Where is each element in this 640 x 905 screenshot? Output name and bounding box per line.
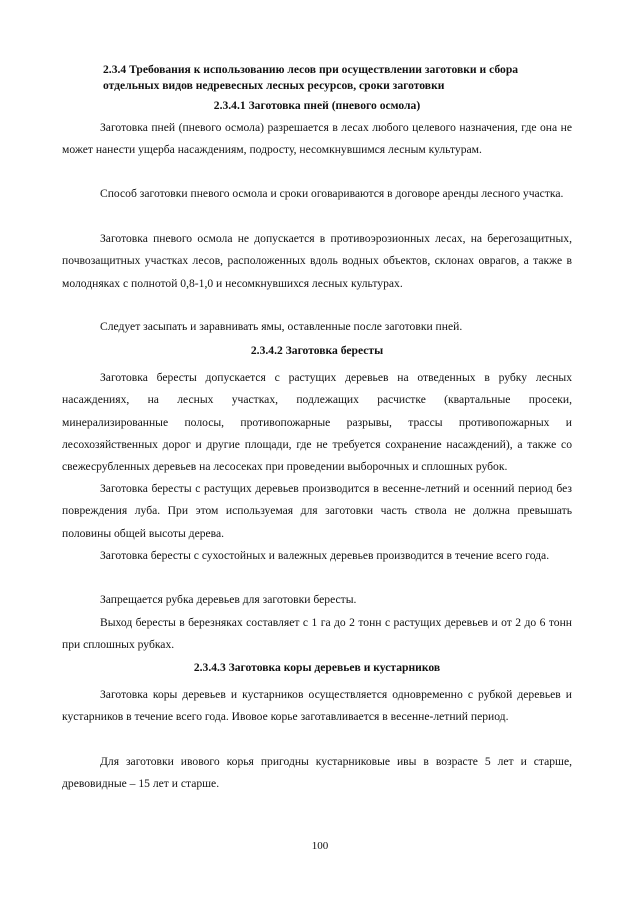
- paragraph: Заготовка коры деревьев и кустарников осуществляется одновременно с рубкой деревьев и кустарников в течение всего года. Ивовое корье заготавливается в весенне-летний период.: [62, 688, 572, 724]
- paragraph: Заготовка пней (пневого осмола) разрешается в лесах любого целевого назначения, где она не может нанести ущерба насаждениям, подросту, несомкнувшимся лесным культурам.: [62, 121, 572, 157]
- subsection-heading-2: 2.3.4.2 Заготовка бересты: [250, 344, 384, 357]
- paragraph: Заготовка бересты с растущих деревьев производится в весенне-летний и осенний период без повреждения луба. При этом используемая для заготовки часть ствола не должна превышать половины общей высоты дерева.: [62, 482, 572, 540]
- paragraph: Способ заготовки пневого осмола и сроки оговариваются в договоре аренды лесного участка.: [100, 187, 564, 200]
- paragraph: Заготовка бересты допускается с растущих деревьев на отведенных в рубку лесных насаждениях, на лесных участках, подлежащих расчистке (квартальные просеки, минерализированные полосы, противопожарные разрывы, трассы противопожарных и лесохозяйственных дорог и другие площади, где не требуется сохранение насаждений), а также со свежесрубленных деревьев на лесосеках при проведении выборочных и сплошных рубок.: [62, 371, 572, 474]
- section-title: 2.3.4 Требования к использованию лесов при осуществлении заготовки и сбора отдельных видов недревесных лесных ресурсов, сроки заготовки: [103, 63, 519, 92]
- paragraph: Следует засыпать и заравнивать ямы, оставленные после заготовки пней.: [100, 320, 463, 333]
- subsection-heading-1: 2.3.4.1 Заготовка пней (пневого осмола): [213, 99, 421, 112]
- paragraph: Для заготовки ивового корья пригодны кустарниковые ивы в возрасте 5 лет и старше, древовидные – 15 лет и старше.: [62, 755, 572, 791]
- subsection-heading-3: 2.3.4.3 Заготовка коры деревьев и кустарников: [193, 661, 441, 674]
- paragraph: Выход бересты в березняках составляет с 1 га до 2 тонн с растущих деревьев и от 2 до 6 тонн при сплошных рубках.: [62, 616, 572, 652]
- page-number: 100: [311, 840, 329, 852]
- paragraph: Запрещается рубка деревьев для заготовки бересты.: [100, 593, 357, 606]
- paragraph: Заготовка пневого осмола не допускается в противоэрозионных лесах, на берегозащитных, почвозащитных участках лесов, расположенных вдоль водных объектов, склонах оврагов, а также в молодняках с полнотой 0,8-1,0 и несомкнувшихся лесных культурах.: [62, 232, 572, 290]
- paragraph: Заготовка бересты с сухостойных и валежных деревьев производится в течение всего года.: [100, 549, 550, 562]
